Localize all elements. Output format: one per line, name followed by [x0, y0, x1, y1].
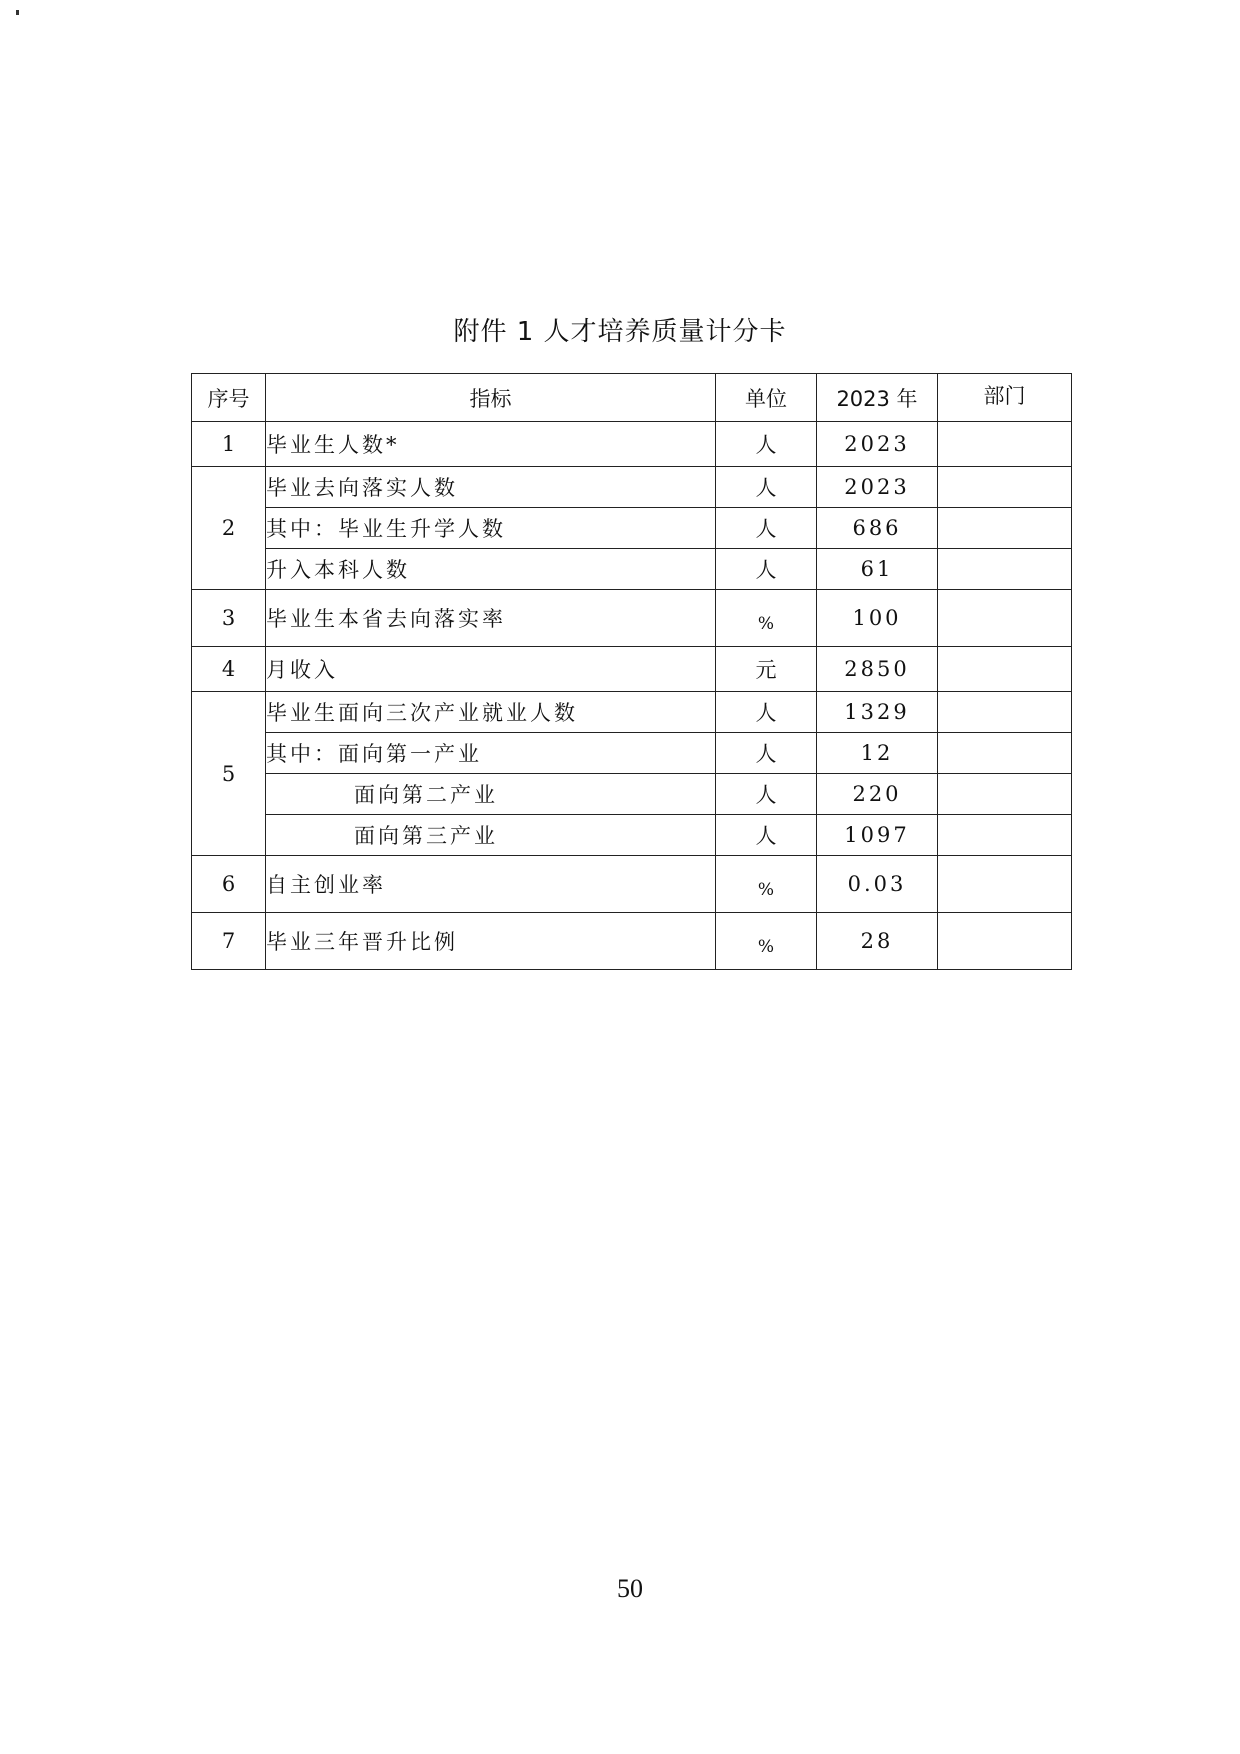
row-dept [938, 647, 1072, 692]
row-indicator: 月收入 [266, 647, 716, 692]
row-dept [938, 692, 1072, 733]
row-value: 1097 [817, 815, 938, 856]
table-row [192, 647, 1072, 692]
corner-mark [16, 10, 19, 15]
row-value: 61 [817, 549, 938, 590]
row-value: 12 [817, 733, 938, 774]
table-row [192, 774, 1072, 815]
row-dept [938, 733, 1072, 774]
header-year: 2023 年 [817, 374, 938, 422]
row-value: 100 [817, 590, 938, 647]
table-row [192, 422, 1072, 467]
row-indicator: 毕业三年晋升比例 [266, 913, 716, 970]
table-row [192, 815, 1072, 856]
talent-quality-scorecard-table [191, 373, 1072, 970]
row-indicator: 其中：面向第一产业 [266, 733, 716, 774]
header-unit: 单位 [716, 374, 817, 422]
row-indicator: 升入本科人数 [266, 549, 716, 590]
row-no: 2 [192, 467, 266, 590]
row-unit: 人 [716, 815, 817, 856]
document-title: 附件 1 人才培养质量计分卡 [453, 317, 787, 347]
row-no: 1 [192, 422, 266, 467]
row-dept [938, 508, 1072, 549]
row-dept [938, 774, 1072, 815]
row-unit: 人 [716, 422, 817, 467]
row-indicator: 毕业生人数* [266, 422, 716, 467]
row-value: 2850 [817, 647, 938, 692]
row-no: 5 [192, 692, 266, 856]
table-row [192, 733, 1072, 774]
row-value: 28 [817, 913, 938, 970]
row-unit: 人 [716, 549, 817, 590]
table-row [192, 913, 1072, 970]
table-header-row [192, 374, 1072, 422]
row-indicator: 毕业去向落实人数 [266, 467, 716, 508]
table-row [192, 549, 1072, 590]
row-value: 2023 [817, 422, 938, 467]
table-row [192, 467, 1072, 508]
row-unit: 人 [716, 467, 817, 508]
row-indicator: 面向第二产业 [266, 774, 716, 815]
row-indicator: 面向第三产业 [266, 815, 716, 856]
row-value: 2023 [817, 467, 938, 508]
row-value: 0.03 [817, 856, 938, 913]
row-no: 7 [192, 913, 266, 970]
page-number: 50 [617, 1574, 643, 1603]
table-row [192, 692, 1072, 733]
row-unit: 人 [716, 733, 817, 774]
row-unit: 人 [716, 508, 817, 549]
row-dept [938, 467, 1072, 508]
row-unit: 人 [716, 692, 817, 733]
row-no: 4 [192, 647, 266, 692]
table-row [192, 590, 1072, 647]
row-no: 3 [192, 590, 266, 647]
row-value: 686 [817, 508, 938, 549]
row-indicator: 自主创业率 [266, 856, 716, 913]
row-no: 6 [192, 856, 266, 913]
row-indicator: 毕业生本省去向落实率 [266, 590, 716, 647]
row-value: 220 [817, 774, 938, 815]
table-row [192, 856, 1072, 913]
row-indicator: 毕业生面向三次产业就业人数 [266, 692, 716, 733]
row-dept [938, 590, 1072, 647]
row-unit: 人 [716, 774, 817, 815]
row-indicator: 其中：毕业生升学人数 [266, 508, 716, 549]
row-dept [938, 856, 1072, 913]
row-dept [938, 815, 1072, 856]
table-row [192, 508, 1072, 549]
row-value: 1329 [817, 692, 938, 733]
row-dept [938, 549, 1072, 590]
row-dept [938, 422, 1072, 467]
row-unit: % [716, 856, 817, 913]
row-unit: % [716, 590, 817, 647]
row-dept [938, 913, 1072, 970]
header-no: 序号 [192, 374, 266, 422]
header-indicator: 指标 [266, 374, 716, 422]
row-unit: 元 [716, 647, 817, 692]
header-dept: 部门 [938, 374, 1072, 422]
row-unit: % [716, 913, 817, 970]
